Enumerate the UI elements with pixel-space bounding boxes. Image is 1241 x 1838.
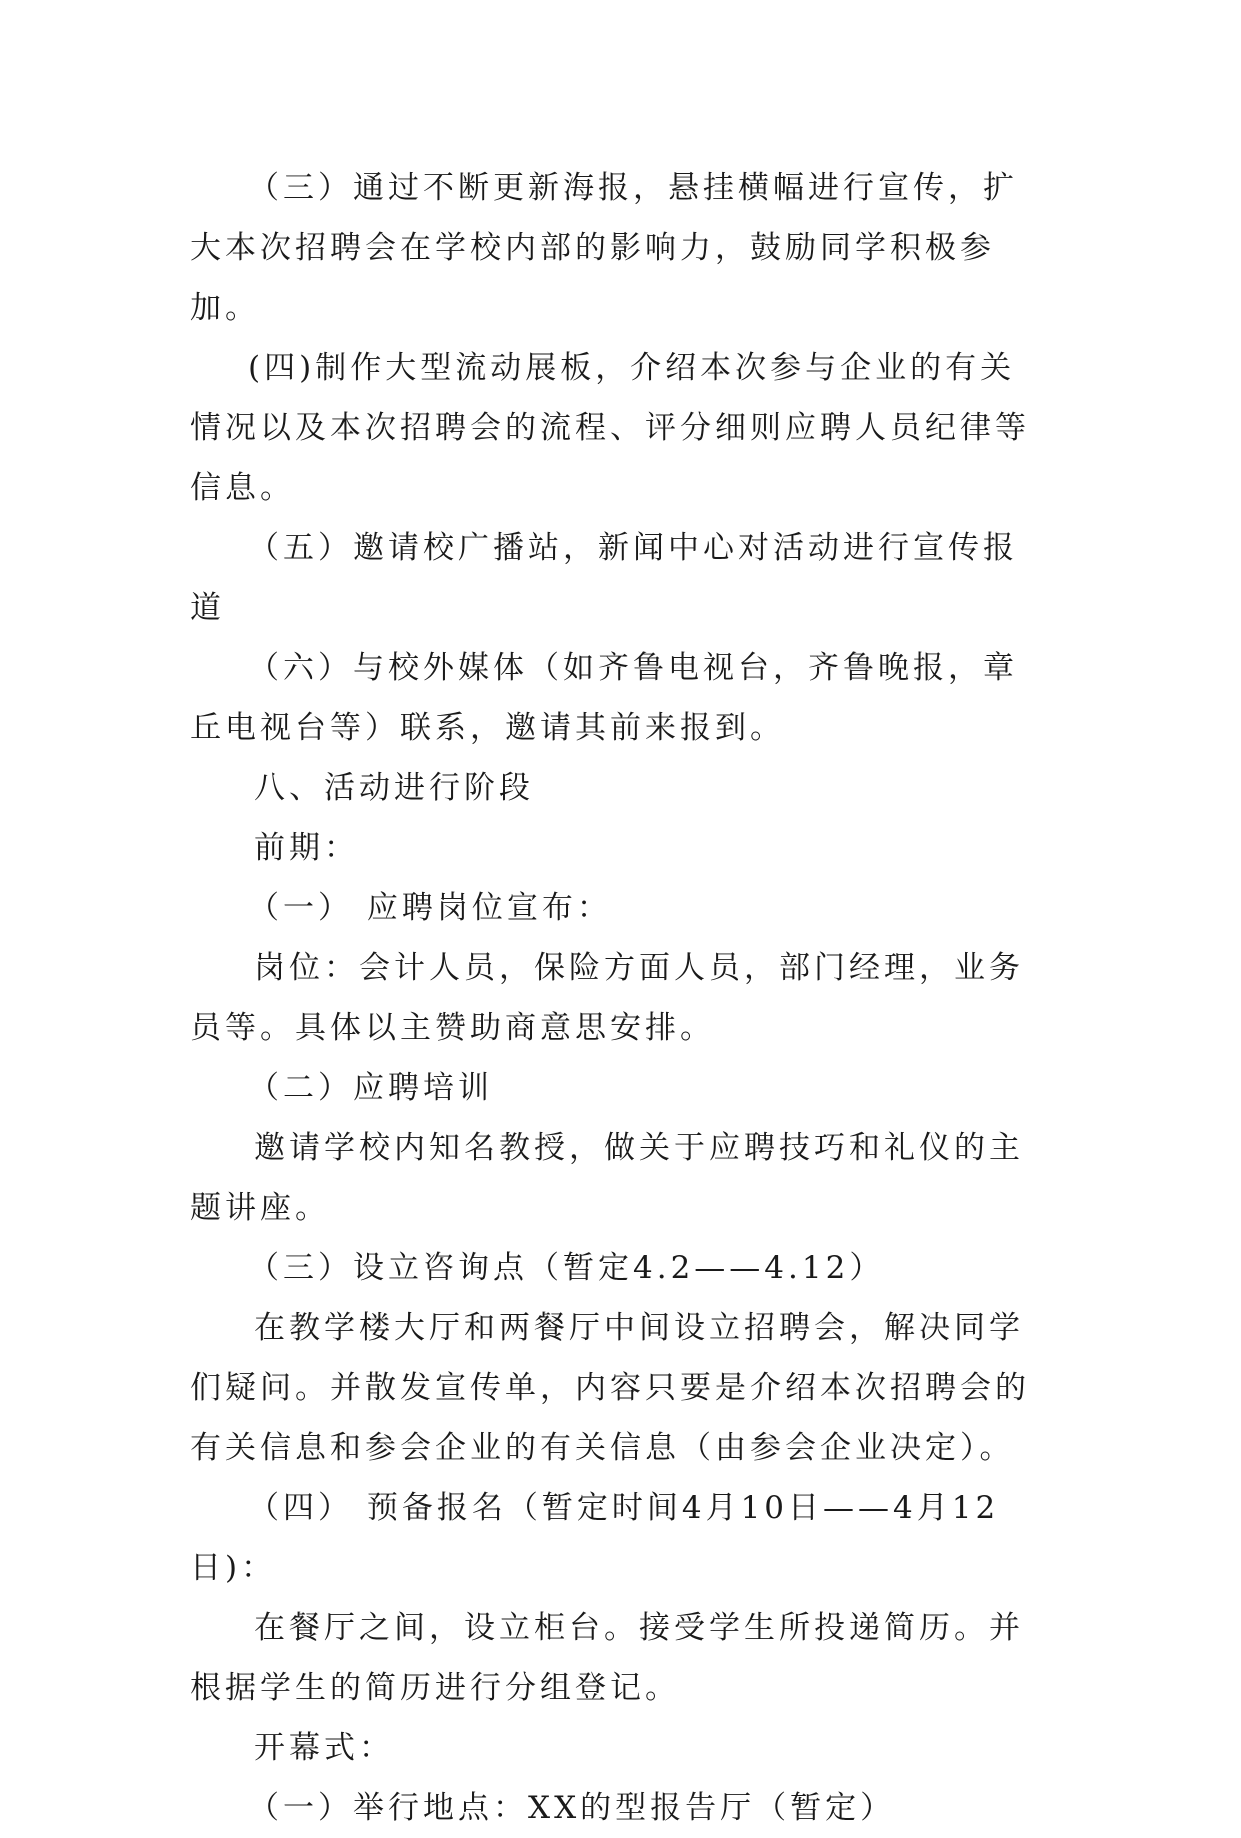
paragraph-external-media: （六）与校外媒体（如齐鲁电视台，齐鲁晚报，章丘电视台等）联系，邀请其前来报到。: [190, 650, 1018, 746]
document-body: [190, 158, 1050, 1838]
paragraph-consultation-details: 在教学楼大厅和两餐厅中间设立招聘会，解决同学们疑问。并散发宣传单，内容只要是介绍本次招聘会的有关信息和参会企业的有关信息（由参会企业决定）。: [190, 1310, 1030, 1466]
paragraph-professor-lecture: 邀请学校内知名教授，做关于应聘技巧和礼仪的主题讲座。: [190, 1130, 1024, 1226]
paragraph-consultation-point: （三）设立咨询点（暂定4.2——4.12）: [248, 1250, 885, 1286]
paragraph-position-announcement: （一） 应聘岗位宣布：: [248, 890, 612, 926]
section-heading-activity-stage: 八、活动进行阶段: [254, 770, 534, 806]
paragraph-promotion-posters: （三）通过不断更新海报，悬挂横幅进行宣传，扩大本次招聘会在学校内部的影响力，鼓励同学积极参加。: [190, 170, 1018, 326]
paragraph-recruitment-training: （二）应聘培训: [248, 1070, 493, 1106]
subheading-opening-ceremony: 开幕式：: [254, 1730, 394, 1766]
subheading-early-stage: 前期：: [254, 830, 359, 866]
paragraph-display-boards: (四)制作大型流动展板，介绍本次参与企业的有关情况以及本次招聘会的流程、评分细则应聘人员纪律等信息。: [190, 350, 1030, 506]
paragraph-venue: （一）举行地点：XX的型报告厅（暂定）: [248, 1790, 896, 1826]
paragraph-registration-desk: 在餐厅之间，设立柜台。接受学生所投递简历。并根据学生的简历进行分组登记。: [190, 1610, 1024, 1706]
paragraph-positions: 岗位：会计人员，保险方面人员，部门经理，业务员等。具体以主赞助商意思安排。: [190, 950, 1024, 1046]
paragraph-preregistration: （四） 预备报名（暂定时间4月10日——4月12日)：: [190, 1490, 1000, 1586]
paragraph-campus-broadcast: （五）邀请校广播站，新闻中心对活动进行宣传报道: [190, 530, 1018, 626]
